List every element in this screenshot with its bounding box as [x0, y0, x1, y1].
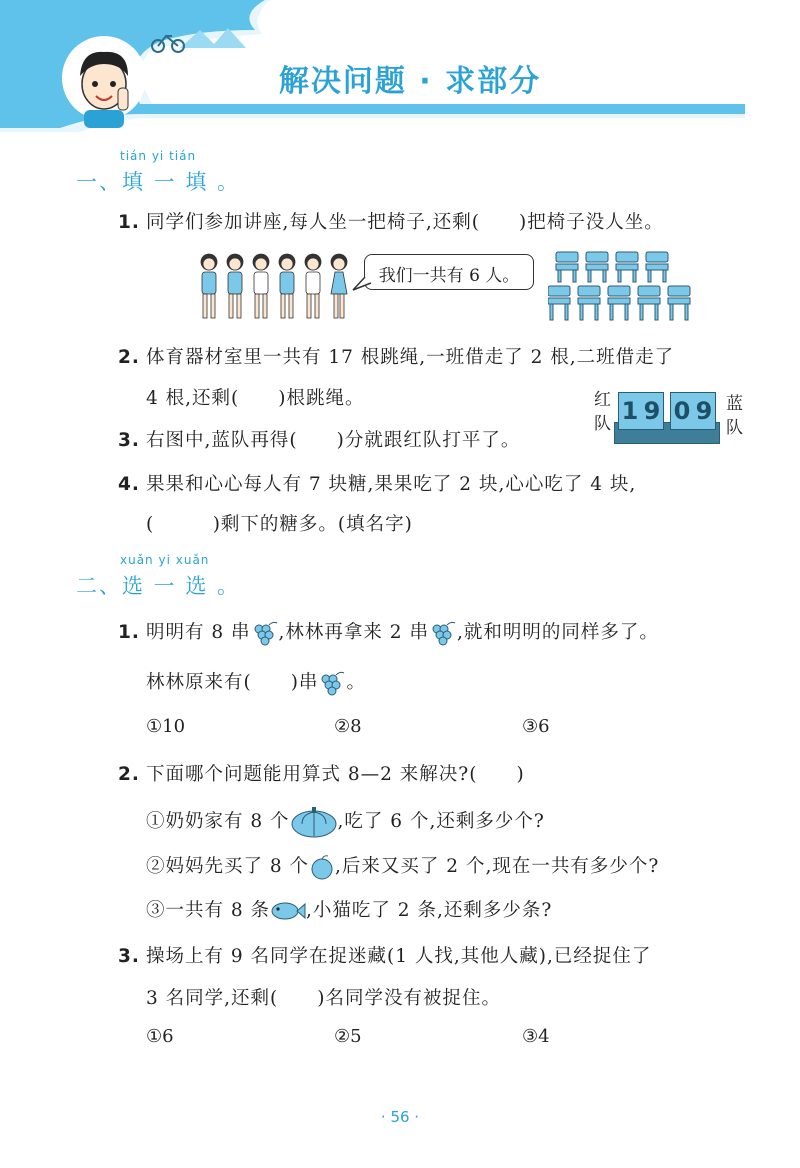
s2-q3-option-2[interactable]: ②5: [334, 1026, 362, 1047]
s2-q2-opt2-text-b: ,后来又买了 2 个,现在一共有多少个?: [335, 856, 660, 877]
s2-q2-opt1-text-a: ①奶奶家有 8 个: [146, 811, 290, 832]
s1-q2-text-line1: 体育器材室里一共有 17 根跳绳,一班借走了 2 根,二班借走了: [146, 347, 675, 368]
score-digit: 1: [621, 397, 639, 425]
s1-q2-line1: [118, 343, 674, 369]
s2-q1-option-2[interactable]: ②8: [334, 716, 362, 737]
scoreboard: [614, 388, 718, 444]
s1-q1-text: 同学们参加讲座,每人坐一把椅子,还剩( )把椅子没人坐。: [146, 212, 664, 233]
s1-q4-text-line2: ( )剩下的糖多。(填名字): [146, 514, 413, 535]
s2-q3-text-line1: 操场上有 9 名同学在捉迷藏(1 人找,其他人藏),已经捉住了: [146, 946, 652, 967]
six-children-illustration: [195, 250, 365, 325]
apple-icon: [309, 854, 335, 880]
s2-q2-option-3[interactable]: [146, 896, 552, 923]
s2-q3-option-3[interactable]: ③4: [522, 1026, 550, 1047]
pumpkin-icon: [290, 806, 338, 838]
s2-q3-line1: [118, 942, 651, 968]
s2-q1-line1: [118, 618, 659, 647]
speech-bubble-text: 我们一共有 6 人。: [378, 266, 520, 286]
grapes-icon: [318, 669, 346, 697]
s2-q2-option-2[interactable]: [146, 852, 659, 880]
s2-q1-number: 1.: [118, 622, 140, 643]
s2-q2-text: 下面哪个问题能用算式 8—2 来解决?( ): [146, 764, 525, 785]
s2-q1-text-d: 林林原来有( )串: [146, 672, 319, 693]
red-team-label: 红队: [594, 390, 611, 434]
score-digit: 9: [643, 397, 661, 425]
s1-q1-number: 1.: [118, 212, 140, 233]
s2-q1-line2: [146, 668, 366, 697]
score-digit: 9: [695, 397, 713, 425]
blue-score-panel: [670, 392, 716, 430]
speech-bubble-tail-icon: [352, 276, 372, 292]
s2-q1-text-b: ,林林再拿来 2 串: [278, 622, 429, 643]
s2-q1-option-1[interactable]: ①10: [146, 716, 186, 737]
s1-q3-text: 右图中,蓝队再得( )分就跟红队打平了。: [146, 430, 521, 451]
s2-q1-text-e: 。: [346, 672, 366, 693]
s2-q2-opt3-text-b: ,小猫吃了 2 条,还剩多少条?: [306, 900, 553, 921]
grapes-icon: [429, 619, 457, 647]
s2-q3-option-1[interactable]: ①6: [146, 1026, 174, 1047]
s1-q4-line1: [118, 470, 636, 496]
speech-bubble: [364, 254, 534, 290]
score-digit: 0: [673, 397, 691, 425]
s2-q2-line: [118, 760, 525, 786]
s1-q3-line: [118, 426, 520, 452]
s2-q2-number: 2.: [118, 764, 140, 785]
s1-q4-number: 4.: [118, 474, 140, 495]
s2-q1-text-a: 明明有 8 串: [146, 622, 251, 643]
fish-icon: [270, 899, 306, 923]
s2-q1-option-3[interactable]: ③6: [522, 716, 550, 737]
s1-q3-number: 3.: [118, 430, 140, 451]
section2-pinyin: xuǎn yi xuǎn: [120, 553, 210, 567]
s1-q2-number: 2.: [118, 347, 140, 368]
s2-q2-opt2-text-a: ②妈妈先买了 8 个: [146, 856, 310, 877]
s1-q1-line: [118, 208, 664, 234]
grapes-icon: [251, 619, 279, 647]
s2-q2-opt3-text-a: ③一共有 8 条: [146, 900, 271, 921]
s2-q1-text-c: ,就和明明的同样多了。: [456, 622, 659, 643]
chairs-illustration: [548, 250, 698, 325]
section1-pinyin: tián yi tián: [120, 149, 197, 163]
s2-q3-number: 3.: [118, 946, 140, 967]
section2-title: 二、选 一 选 。: [76, 574, 241, 598]
s1-q2-text-line2: 4 根,还剩( )根跳绳。: [146, 388, 365, 409]
s2-q2-opt1-text-b: ,吃了 6 个,还剩多少个?: [337, 811, 545, 832]
red-score-panel: [618, 392, 664, 430]
page-title: 解决问题 · 求部分: [278, 64, 542, 99]
s2-q3-text-line2: 3 名同学,还剩( )名同学没有被捉住。: [146, 988, 501, 1009]
section1-title: 一、填 一 填 。: [76, 170, 241, 194]
blue-team-label: 蓝队: [726, 394, 743, 438]
s1-q4-text-line1: 果果和心心每人有 7 块糖,果果吃了 2 块,心心吃了 4 块,: [146, 474, 637, 495]
page-number: · 56 ·: [380, 1108, 420, 1126]
s2-q2-option-1[interactable]: [146, 806, 545, 838]
